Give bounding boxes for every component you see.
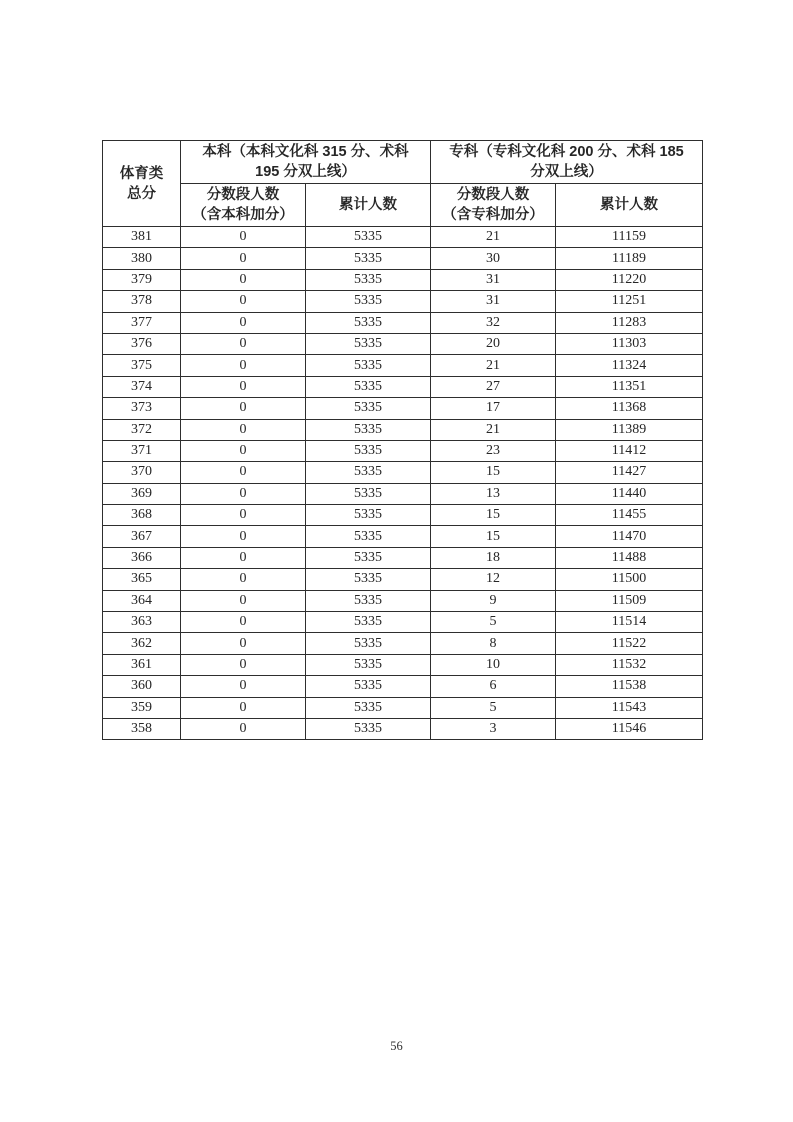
zhuanke-cumulative-cell: 11351	[556, 376, 703, 397]
table-row	[103, 462, 703, 483]
score-cell: 360	[103, 676, 181, 697]
benke-segment-count-cell: 0	[181, 462, 306, 483]
score-cell: 373	[103, 398, 181, 419]
score-distribution-table	[102, 140, 703, 740]
zhuanke-cumulative-cell: 11368	[556, 398, 703, 419]
zhuanke-segment-count-cell: 3	[431, 718, 556, 739]
table-row	[103, 227, 703, 248]
benke-segment-count-cell: 0	[181, 718, 306, 739]
benke-segment-count-cell: 0	[181, 248, 306, 269]
zhuanke-cumulative-cell: 11538	[556, 676, 703, 697]
benke-segment-count-cell: 0	[181, 227, 306, 248]
score-cell: 372	[103, 419, 181, 440]
benke-cumulative-cell: 5335	[306, 483, 431, 504]
score-cell: 362	[103, 633, 181, 654]
benke-segment-count-cell: 0	[181, 440, 306, 461]
benke-cumulative-cell: 5335	[306, 676, 431, 697]
benke-segment-count-cell: 0	[181, 355, 306, 376]
table-row	[103, 312, 703, 333]
benke-cumulative-cell: 5335	[306, 547, 431, 568]
benke-cumulative-cell: 5335	[306, 333, 431, 354]
benke-cumulative-cell: 5335	[306, 376, 431, 397]
table-row	[103, 718, 703, 739]
score-cell: 376	[103, 333, 181, 354]
score-cell: 379	[103, 269, 181, 290]
zhuanke-segment-count-cell: 15	[431, 526, 556, 547]
score-cell: 367	[103, 526, 181, 547]
benke-cumulative-cell: 5335	[306, 590, 431, 611]
score-cell: 363	[103, 612, 181, 633]
benke-cumulative-cell: 5335	[306, 505, 431, 526]
zhuanke-cumulative-cell: 11159	[556, 227, 703, 248]
zhuanke-segment-count-cell: 5	[431, 612, 556, 633]
benke-cumulative-cell: 5335	[306, 312, 431, 333]
zhuanke-segment-count-cell: 9	[431, 590, 556, 611]
score-cell: 359	[103, 697, 181, 718]
zhuanke-cumulative-cell: 11470	[556, 526, 703, 547]
table-row	[103, 483, 703, 504]
score-cell: 381	[103, 227, 181, 248]
benke-cumulative-cell: 5335	[306, 697, 431, 718]
benke-segment-line1: 分数段人数	[206, 187, 280, 203]
zhuanke-segment-count-cell: 6	[431, 676, 556, 697]
score-cell: 370	[103, 462, 181, 483]
zhuanke-segment-count-cell: 21	[431, 419, 556, 440]
zhuanke-segment-count-cell: 21	[431, 355, 556, 376]
zhuanke-label-line2: 分双上线）	[530, 164, 603, 180]
zhuanke-segment-count-cell: 23	[431, 440, 556, 461]
benke-cumulative-cell: 5335	[306, 291, 431, 312]
zhuanke-segment-count-cell: 21	[431, 227, 556, 248]
zhuanke-cumulative-cell: 11324	[556, 355, 703, 376]
zhuanke-cumulative-cell: 11543	[556, 697, 703, 718]
zhuanke-cumulative-cell: 11500	[556, 569, 703, 590]
benke-cumulative-cell: 5335	[306, 612, 431, 633]
benke-segment-count-cell: 0	[181, 569, 306, 590]
zhuanke-cumulative-label: 累计人数	[600, 197, 658, 213]
zhuanke-cumulative-cell: 11532	[556, 654, 703, 675]
score-cell: 358	[103, 718, 181, 739]
table-row	[103, 419, 703, 440]
zhuanke-cumulative-cell: 11251	[556, 291, 703, 312]
zhuanke-segment-count-cell: 30	[431, 248, 556, 269]
zhuanke-segment-count-cell: 15	[431, 462, 556, 483]
score-cell: 378	[103, 291, 181, 312]
benke-cumulative-cell: 5335	[306, 248, 431, 269]
zhuanke-cumulative-cell: 11546	[556, 718, 703, 739]
benke-cumulative-cell: 5335	[306, 227, 431, 248]
zhuanke-segment-count-cell: 10	[431, 654, 556, 675]
score-cell: 377	[103, 312, 181, 333]
score-cell: 365	[103, 569, 181, 590]
score-table-body	[103, 227, 703, 740]
table-row	[103, 440, 703, 461]
table-row	[103, 291, 703, 312]
zhuanke-cumulative-cell: 11440	[556, 483, 703, 504]
benke-cumulative-cell: 5335	[306, 526, 431, 547]
benke-segment-count-cell: 0	[181, 312, 306, 333]
table-row	[103, 633, 703, 654]
benke-segment-count-cell: 0	[181, 612, 306, 633]
benke-cumulative-cell: 5335	[306, 462, 431, 483]
score-cell: 369	[103, 483, 181, 504]
benke-segment-count-cell: 0	[181, 376, 306, 397]
zhuanke-cumulative-cell: 11189	[556, 248, 703, 269]
benke-segment-count-cell: 0	[181, 505, 306, 526]
benke-cumulative-cell: 5335	[306, 419, 431, 440]
table-row	[103, 676, 703, 697]
zhuanke-segment-count-cell: 15	[431, 505, 556, 526]
benke-segment-count-cell: 0	[181, 526, 306, 547]
zhuanke-segment-count-cell: 5	[431, 697, 556, 718]
score-cell: 364	[103, 590, 181, 611]
table-row	[103, 590, 703, 611]
corner-header-line1: 体育类	[119, 165, 164, 182]
zhuanke-segment-count-cell: 12	[431, 569, 556, 590]
zhuanke-segment-count-cell: 20	[431, 333, 556, 354]
benke-segment-count-cell: 0	[181, 654, 306, 675]
score-cell: 375	[103, 355, 181, 376]
sub-header-benke-cumulative	[306, 184, 431, 227]
zhuanke-segment-count-cell: 18	[431, 547, 556, 568]
zhuanke-segment-line1: 分数段人数	[456, 187, 530, 203]
zhuanke-segment-count-cell: 32	[431, 312, 556, 333]
corner-header-line2: 总分	[127, 185, 156, 202]
table-row	[103, 526, 703, 547]
benke-segment-count-cell: 0	[181, 419, 306, 440]
table-row	[103, 269, 703, 290]
sub-header-row	[103, 184, 703, 227]
benke-cumulative-cell: 5335	[306, 654, 431, 675]
score-cell: 361	[103, 654, 181, 675]
benke-cumulative-cell: 5335	[306, 569, 431, 590]
table-row	[103, 355, 703, 376]
sub-header-benke-segment-count	[181, 184, 306, 227]
zhuanke-segment-count-cell: 31	[431, 269, 556, 290]
table-row	[103, 398, 703, 419]
table-row	[103, 569, 703, 590]
benke-segment-count-cell: 0	[181, 633, 306, 654]
zhuanke-segment-count-cell: 17	[431, 398, 556, 419]
zhuanke-cumulative-cell: 11522	[556, 633, 703, 654]
benke-segment-count-cell: 0	[181, 697, 306, 718]
benke-segment-count-cell: 0	[181, 269, 306, 290]
zhuanke-cumulative-cell: 11514	[556, 612, 703, 633]
table-row	[103, 248, 703, 269]
score-cell: 371	[103, 440, 181, 461]
zhuanke-segment-count-cell: 8	[431, 633, 556, 654]
zhuanke-cumulative-cell: 11412	[556, 440, 703, 461]
table-row	[103, 333, 703, 354]
page-number: 56	[390, 1039, 403, 1053]
benke-segment-count-cell: 0	[181, 483, 306, 504]
table-row	[103, 376, 703, 397]
benke-cumulative-cell: 5335	[306, 633, 431, 654]
score-cell: 366	[103, 547, 181, 568]
table-row	[103, 612, 703, 633]
zhuanke-cumulative-cell: 11389	[556, 419, 703, 440]
corner-header-total-score	[103, 141, 181, 227]
table-row	[103, 547, 703, 568]
zhuanke-cumulative-cell: 11427	[556, 462, 703, 483]
table-row	[103, 697, 703, 718]
group-header-benke	[181, 141, 431, 184]
benke-label-line2: 195 分双上线）	[255, 164, 356, 180]
zhuanke-label-line1: 专科（专科文化科 200 分、术科 185	[449, 144, 684, 160]
benke-cumulative-cell: 5335	[306, 269, 431, 290]
benke-segment-count-cell: 0	[181, 590, 306, 611]
benke-segment-count-cell: 0	[181, 291, 306, 312]
benke-segment-line2: （含本科加分）	[192, 207, 294, 223]
zhuanke-cumulative-cell: 11455	[556, 505, 703, 526]
benke-cumulative-cell: 5335	[306, 440, 431, 461]
score-cell: 380	[103, 248, 181, 269]
benke-segment-count-cell: 0	[181, 333, 306, 354]
benke-segment-count-cell: 0	[181, 398, 306, 419]
table-row	[103, 505, 703, 526]
score-cell: 374	[103, 376, 181, 397]
zhuanke-segment-count-cell: 13	[431, 483, 556, 504]
benke-label-line1: 本科（本科文化科 315 分、术科	[202, 144, 409, 160]
zhuanke-cumulative-cell: 11283	[556, 312, 703, 333]
benke-segment-count-cell: 0	[181, 676, 306, 697]
zhuanke-segment-count-cell: 27	[431, 376, 556, 397]
benke-cumulative-cell: 5335	[306, 718, 431, 739]
sub-header-zhuanke-cumulative	[556, 184, 703, 227]
zhuanke-cumulative-cell: 11488	[556, 547, 703, 568]
zhuanke-cumulative-cell: 11509	[556, 590, 703, 611]
benke-segment-count-cell: 0	[181, 547, 306, 568]
table-row	[103, 654, 703, 675]
group-header-row	[103, 141, 703, 184]
benke-cumulative-cell: 5335	[306, 355, 431, 376]
group-header-zhuanke	[431, 141, 703, 184]
benke-cumulative-label: 累计人数	[339, 197, 397, 213]
zhuanke-cumulative-cell: 11220	[556, 269, 703, 290]
score-cell: 368	[103, 505, 181, 526]
benke-cumulative-cell: 5335	[306, 398, 431, 419]
zhuanke-segment-count-cell: 31	[431, 291, 556, 312]
zhuanke-segment-line2: （含专科加分）	[442, 207, 544, 223]
zhuanke-cumulative-cell: 11303	[556, 333, 703, 354]
sub-header-zhuanke-segment-count	[431, 184, 556, 227]
